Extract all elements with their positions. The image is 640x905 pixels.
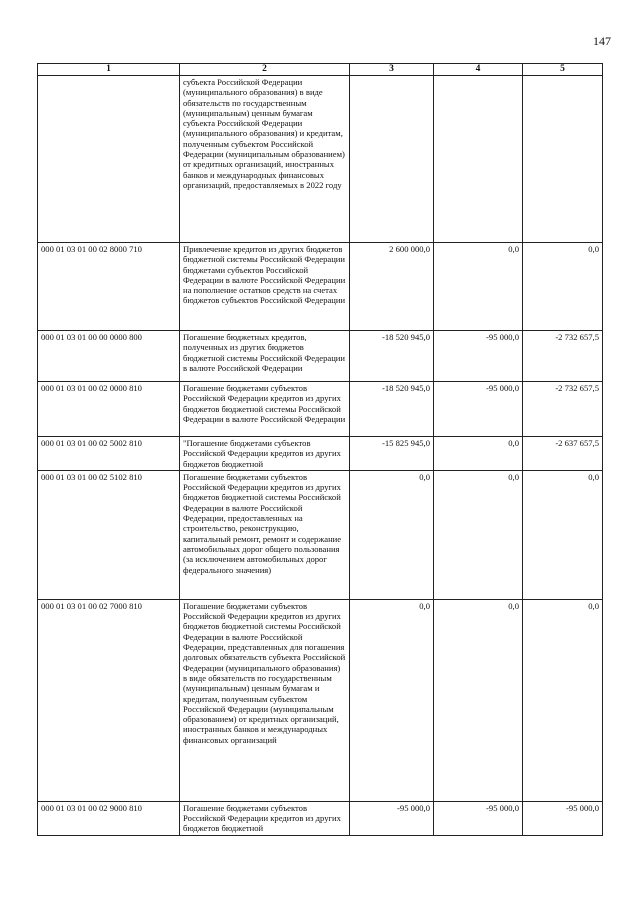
row-name: Погашение бюджетами субъектов Российской Федерации кредитов из других бюджетов бюджетной (180, 801, 350, 835)
header-col-5: 5 (523, 64, 603, 76)
row-name: Погашение бюджетами субъектов Российской Федерации кредитов из других бюджетов бюджетной системы Российской Федерации в валюте Российской Федерации (180, 382, 350, 437)
row-value-col5: -2 637 657,5 (523, 437, 603, 471)
table-row (38, 243, 603, 331)
row-value-col5 (523, 76, 603, 243)
table-row (38, 599, 603, 801)
row-value-col3: 2 600 000,0 (350, 243, 434, 331)
table-header-row (38, 64, 603, 76)
row-value-col4: -95 000,0 (434, 801, 523, 835)
row-name: субъекта Российской Федерации (муниципального образования) в виде обязательств по государственным (муниципальным) ценным бумагам субъекта Российской Федерации (муниципального образования) и кредитам, полученным субъектом Российской Федерации (муниципальным образованием) от кредитных организаций, иностранных банков и международных финансовых организаций, предоставляемых в 2022 году (180, 76, 350, 243)
row-value-col5: -95 000,0 (523, 801, 603, 835)
row-value-col3: -18 520 945,0 (350, 331, 434, 382)
row-value-col4: -95 000,0 (434, 382, 523, 437)
row-value-col4: 0,0 (434, 470, 523, 599)
row-value-col4: 0,0 (434, 437, 523, 471)
header-col-4: 4 (434, 64, 523, 76)
row-name: Погашение бюджетами субъектов Российской Федерации кредитов из других бюджетов бюджетной системы Российской Федерации в валюте Российской Федерации, представленных для погашения долговых обязательств субъекта Российской Федерации (муниципального образования) в виде обязательств по государственным (муниципальным) ценным бумагам и кредитам, полученным субъектом Российской Федерации (муниципальным образованием) от кредитных организаций, иностранных банков и международных финансовых организаций (180, 599, 350, 801)
row-code: 000 01 03 01 00 02 8000 710 (38, 243, 180, 331)
row-name: Погашение бюджетами субъектов Российской Федерации кредитов из других бюджетов бюджетной системы Российской Федерации в валюте Российской Федерации, предоставленных на строительство, реконструкцию, капитальный ремонт, ремонт и содержание автомобильных дорог общего пользования (за исключением автомобильных дорог федерального значения) (180, 470, 350, 599)
row-value-col4 (434, 76, 523, 243)
row-value-col4: 0,0 (434, 243, 523, 331)
row-value-col5: 0,0 (523, 470, 603, 599)
row-code: 000 01 03 01 00 02 5102 810 (38, 470, 180, 599)
row-value-col5: 0,0 (523, 243, 603, 331)
row-name: Привлечение кредитов из других бюджетов бюджетной системы Российской Федерации бюджетами субъектов Российской Федерации в валюте Российской Федерации на пополнение остатков средств на счетах бюджетов субъектов Российской Федерации (180, 243, 350, 331)
row-value-col5: 0,0 (523, 599, 603, 801)
row-value-col5: -2 732 657,5 (523, 382, 603, 437)
row-value-col3: -18 520 945,0 (350, 382, 434, 437)
row-code (38, 76, 180, 243)
row-value-col5: -2 732 657,5 (523, 331, 603, 382)
row-value-col4: -95 000,0 (434, 331, 523, 382)
row-code: 000 01 03 01 00 02 0000 810 (38, 382, 180, 437)
header-col-3: 3 (350, 64, 434, 76)
row-value-col3: 0,0 (350, 470, 434, 599)
table-row (38, 437, 603, 471)
page-number: 147 (593, 34, 611, 48)
table-row (38, 801, 603, 835)
row-name: Погашение бюджетных кредитов, полученных из других бюджетов бюджетной системы Российской Федерации в валюте Российской Федерации (180, 331, 350, 382)
budget-sources-table (37, 63, 603, 836)
row-value-col3: 0,0 (350, 599, 434, 801)
row-code: 000 01 03 01 00 02 9000 810 (38, 801, 180, 835)
table-row (38, 331, 603, 382)
row-value-col3: -15 825 945,0 (350, 437, 434, 471)
row-code: 000 01 03 01 00 00 0000 800 (38, 331, 180, 382)
table-row (38, 76, 603, 243)
header-col-1: 1 (38, 64, 180, 76)
row-value-col4: 0,0 (434, 599, 523, 801)
row-code: 000 01 03 01 00 02 7000 810 (38, 599, 180, 801)
row-value-col3: -95 000,0 (350, 801, 434, 835)
row-name: "Погашение бюджетами субъектов Российской Федерации кредитов из других бюджетов бюджетной (180, 437, 350, 471)
row-code: 000 01 03 01 00 02 5002 810 (38, 437, 180, 471)
header-col-2: 2 (180, 64, 350, 76)
table-row (38, 382, 603, 437)
row-value-col3 (350, 76, 434, 243)
table-row (38, 470, 603, 599)
